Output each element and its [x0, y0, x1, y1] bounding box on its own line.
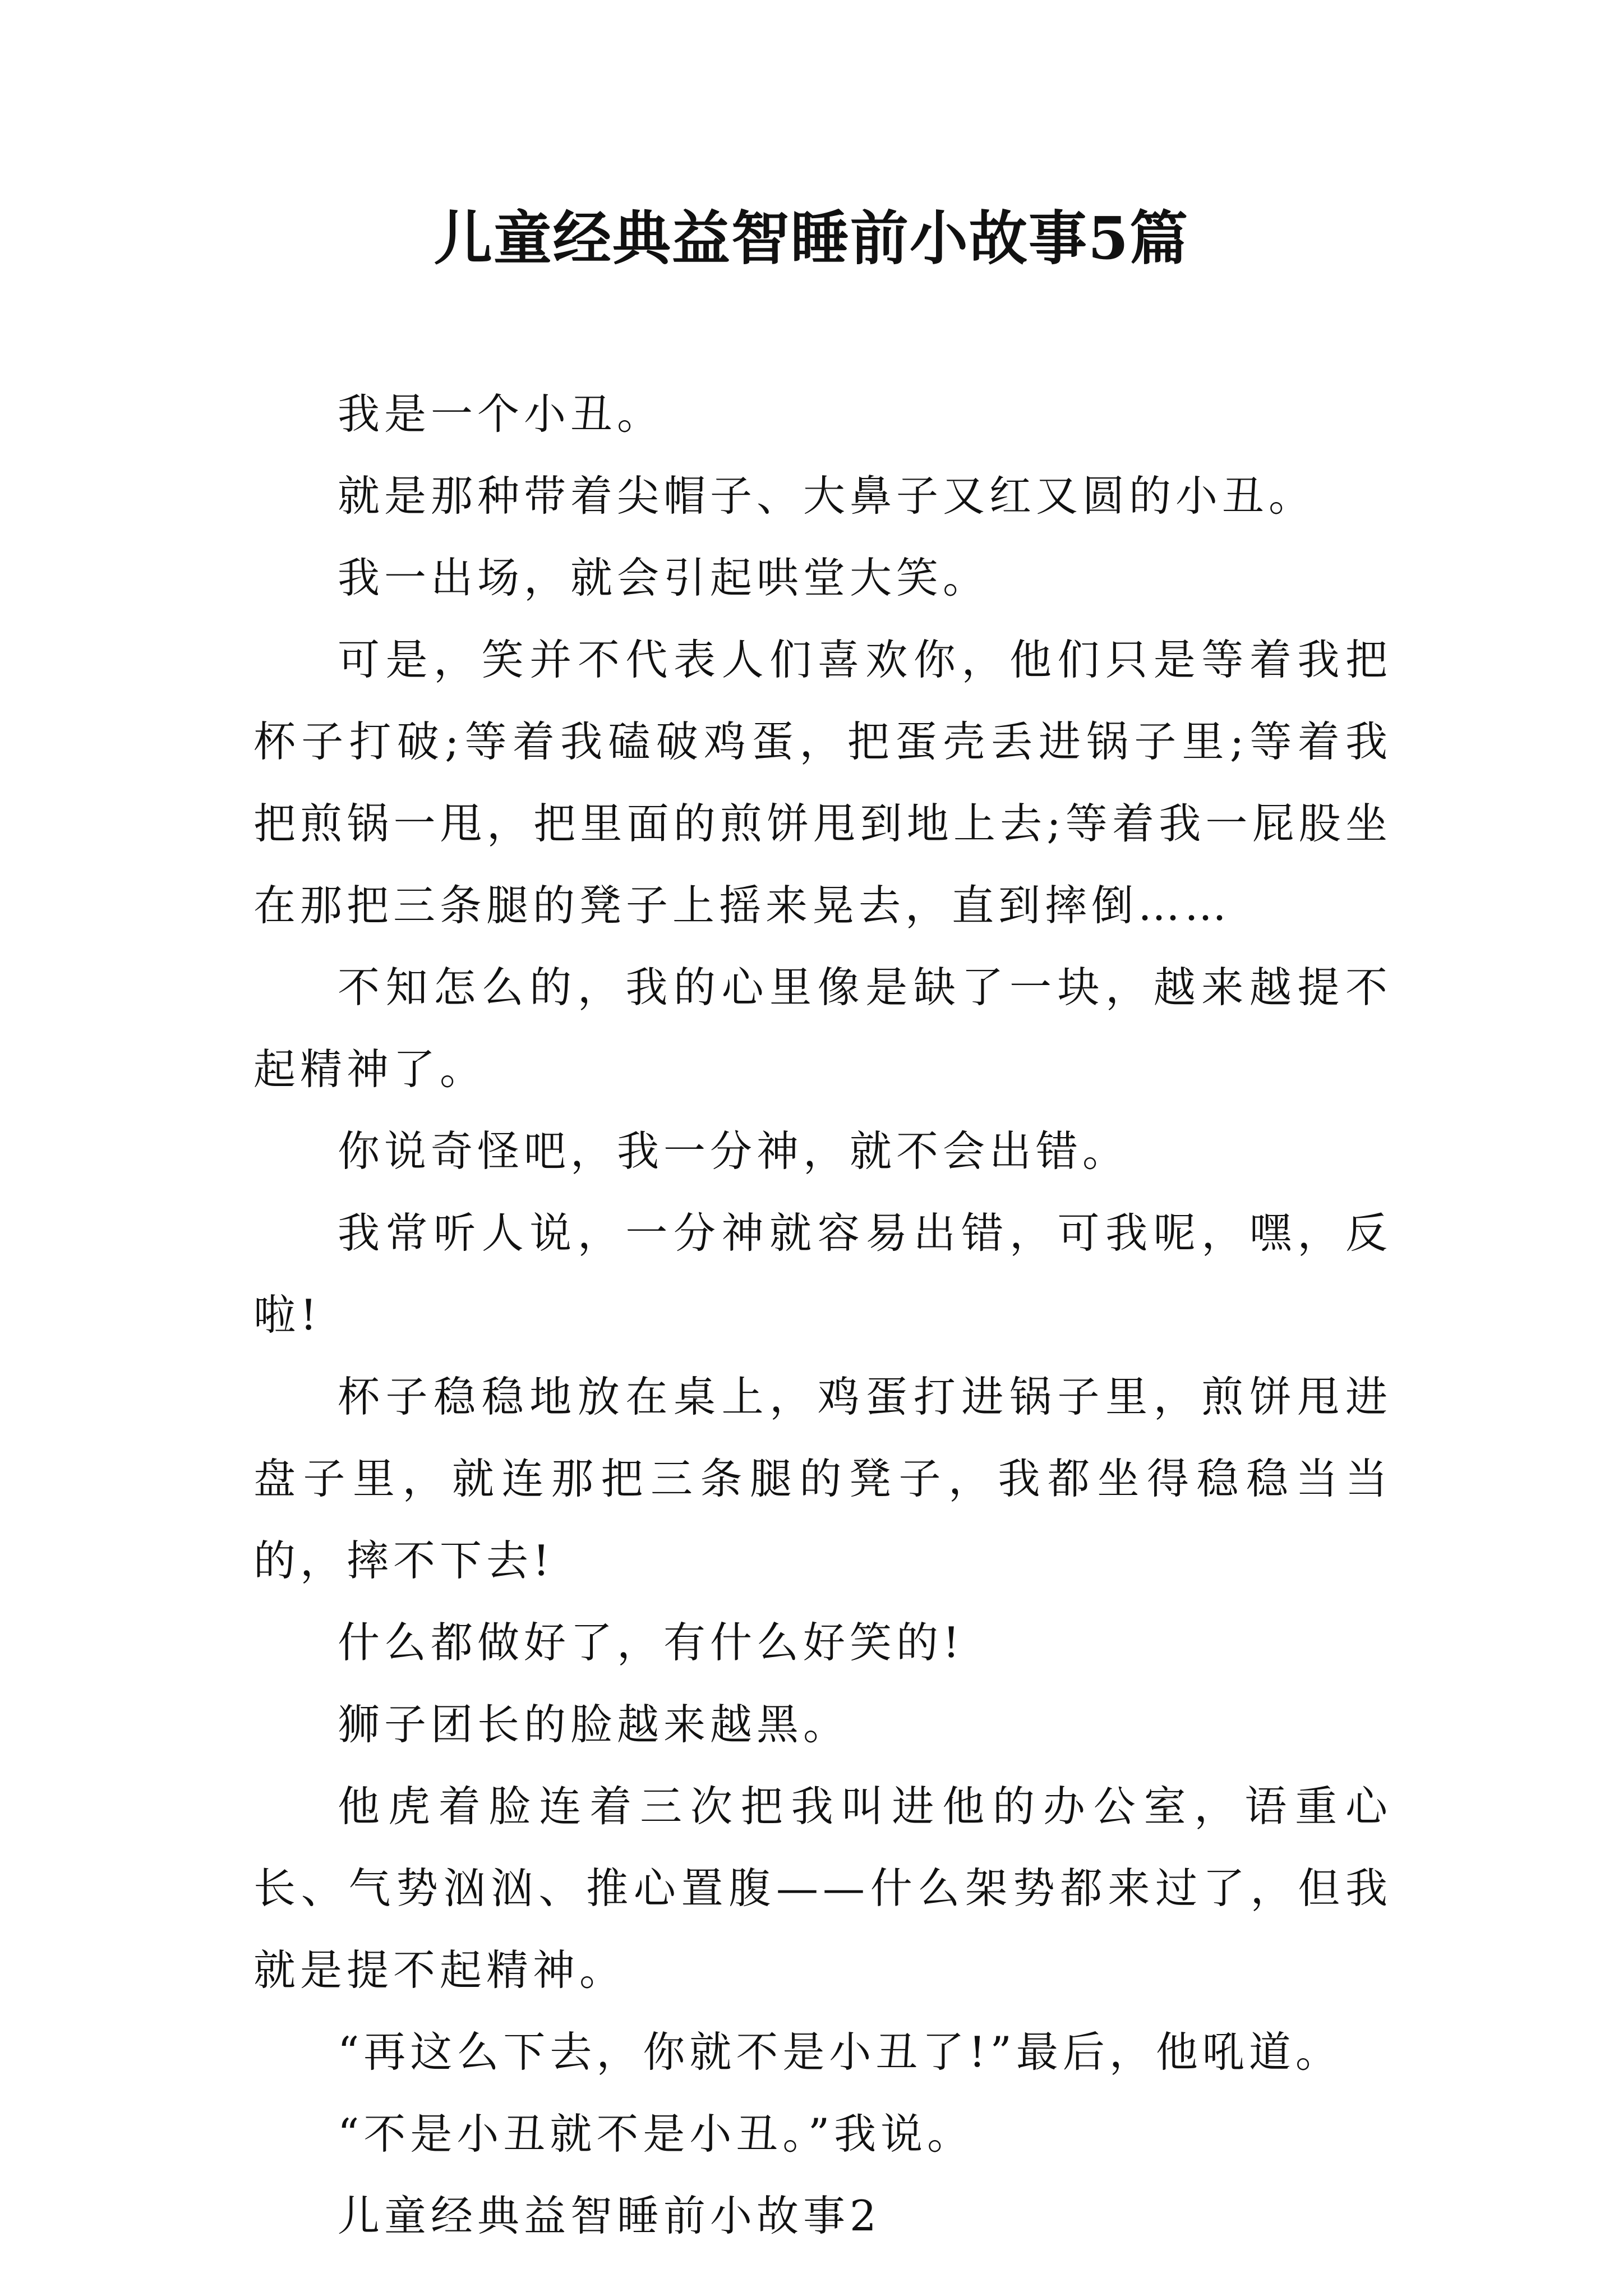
document-title: 儿童经典益智睡前小故事5篇 [434, 204, 1189, 273]
paragraph: 你说奇怪吧，我一分神，就不会出错。 [338, 1126, 1129, 1176]
section-heading: 儿童经典益智睡前小故事2 [338, 2191, 881, 2240]
paragraph: 就是那种带着尖帽子、大鼻子又红又圆的小丑。 [338, 471, 1316, 521]
paragraph: 我常听人说，一分神就容易出错，可我呢，嘿，反啦! [253, 1208, 1392, 1340]
paragraph: 什么都做好了，有什么好笑的! [338, 1618, 965, 1667]
document-body [253, 373, 1392, 2257]
paragraph: 我是一个小丑。 [338, 389, 664, 439]
paragraph: 不知怎么的，我的心里像是缺了一块，越来越提不起精神了。 [253, 963, 1392, 1094]
paragraph: 狮子团长的脸越来越黑。 [338, 1700, 850, 1749]
paragraph: 杯子稳稳地放在桌上，鸡蛋打进锅子里，煎饼甩进盘子里，就连那把三条腿的凳子，我都坐得稳稳当当的，摔不下去! [253, 1372, 1392, 1585]
paragraph: 可是，笑并不代表人们喜欢你，他们只是等着我把杯子打破;等着我磕破鸡蛋，把蛋壳丢进锅子里;等着我把煎锅一甩，把里面的煎饼甩到地上去;等着我一屁股坐在那把三条腿的凳子上摇来晃去，直到摔倒…… [253, 635, 1392, 930]
paragraph: “再这么下去，你就不是小丑了!”最后，他吼道。 [338, 2027, 1342, 2077]
paragraph: 他虎着脸连着三次把我叫进他的办公室，语重心长、气势汹汹、推心置腹——什么架势都来过了，但我就是提不起精神。 [253, 1782, 1392, 1995]
paragraph: 我一出场，就会引起哄堂大笑。 [338, 553, 990, 602]
paragraph: “不是小丑就不是小丑。”我说。 [338, 2109, 974, 2159]
